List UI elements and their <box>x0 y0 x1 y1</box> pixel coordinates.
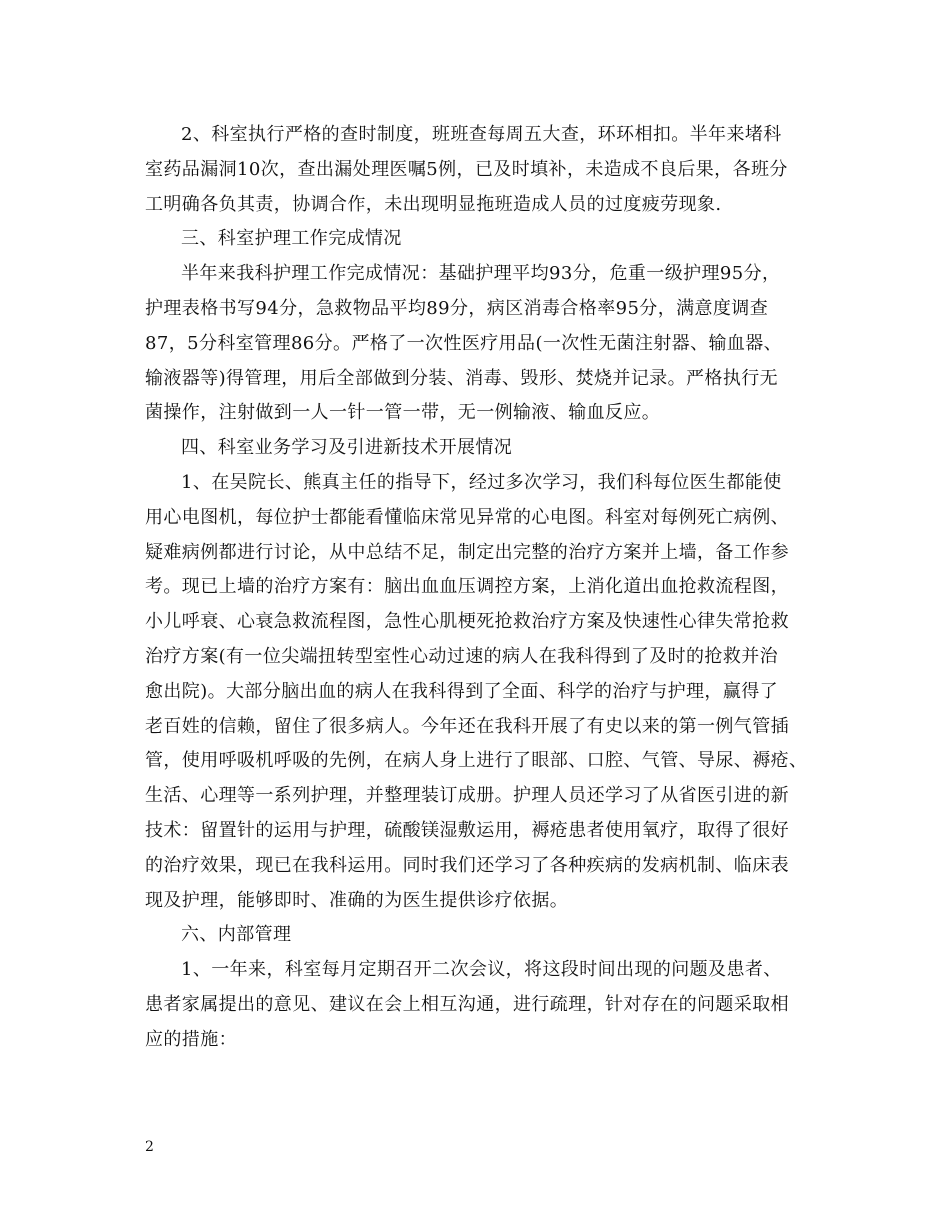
text-line: 三、科室护理工作完成情况 <box>181 228 402 250</box>
text-line: 87，5分科室管理86分。严格了一次性医疗用品(一次性无菌注射器、输血器、 <box>145 332 783 354</box>
text-line: 1、在吴院长、熊真主任的指导下，经过多次学习，我们科每位医生都能使 <box>181 471 782 493</box>
text-line: 疑难病例都进行讨论，从中总结不足，制定出完整的治疗方案并上墙，备工作参 <box>145 541 789 563</box>
page-number: 2 <box>145 1139 154 1155</box>
text-line: 应的措施： <box>145 1028 237 1050</box>
text-line: 1、一年来，科室每月定期召开二次会议，将这段时间出现的问题及患者、 <box>181 959 782 981</box>
text-line: 四、科室业务学习及引进新技术开展情况 <box>181 437 513 459</box>
text-line: 工明确各负其责，协调合作，未出现明显拖班造成人员的过度疲劳现象. <box>145 193 722 215</box>
text-line: 输液器等)得管理，用后全部做到分装、消毒、毁形、焚烧并记录。严格执行无 <box>145 367 779 389</box>
text-line: 治疗方案(有一位尖端扭转型室性心动过速的病人在我科得到了及时的抢救并治 <box>145 645 779 667</box>
text-line: 护理表格书写94分，急救物品平均89分，病区消毒合格率95分，满意度调查 <box>145 297 769 319</box>
text-line: 的治疗效果，现已在我科运用。同时我们还学习了各种疾病的发病机制、临床表 <box>145 854 789 876</box>
text-line: 愈出院)。大部分脑出血的病人在我科得到了全面、科学的治疗与护理，赢得了 <box>145 680 779 702</box>
document-body <box>145 118 810 1058</box>
text-line: 2、科室执行严格的查时制度，班班查每周五大查，环环相扣。半年来堵科 <box>181 124 782 145</box>
text-line: 菌操作，注射做到一人一针一管一带，无一例输液、输血反应。 <box>145 402 661 424</box>
text-line: 患者家属提出的意见、建议在会上相互沟通，进行疏理，针对存在的问题采取相 <box>145 993 789 1015</box>
text-line: 半年来我科护理工作完成情况：基础护理平均93分，危重一级护理95分， <box>181 263 781 285</box>
text-line: 老百姓的信赖，留住了很多病人。今年还在我科开展了有史以来的第一例气管插 <box>145 715 789 737</box>
text-line: 现及护理，能够即时、准确的为医生提供诊疗依据。 <box>145 889 569 911</box>
text-line: 技术：留置针的运用与护理，硫酸镁湿敷运用，褥疮患者使用氧疗，取得了很好 <box>145 819 789 841</box>
text-line: 六、内部管理 <box>181 924 292 946</box>
text-line: 考。现已上墙的治疗方案有：脑出血血压调控方案，上消化道出血抢救流程图， <box>145 576 789 598</box>
text-line: 用心电图机，每位护士都能看懂临床常见异常的心电图。科室对每例死亡病例、 <box>145 506 789 528</box>
text-line: 室药品漏洞10次，查出漏处理医嘱5例，已及时填补，未造成不良后果，各班分 <box>145 158 788 180</box>
text-line: 小儿呼衰、心衰急救流程图，急性心肌梗死抢救治疗方案及快速性心律失常抢救 <box>145 611 789 633</box>
text-line: 管，使用呼吸机呼吸的先例，在病人身上进行了眼部、口腔、气管、导尿、褥疮、 <box>145 750 808 772</box>
text-line: 生活、心理等一系列护理，并整理装订成册。护理人员还学习了从省医引进的新 <box>145 785 789 807</box>
